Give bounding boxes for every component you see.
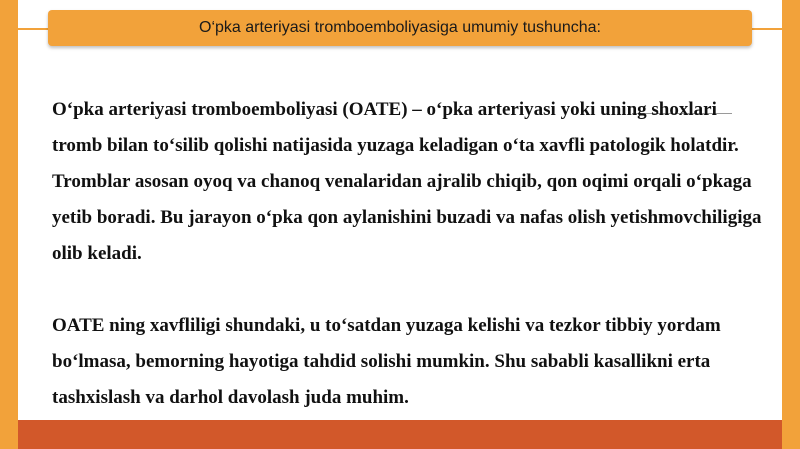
paragraph-definition: O‘pka arteriyasi tromboemboliyasi (OATE) – o‘pka arteriyasi yoki uning shoxlari tromb bilan to‘silib qolishi natijasida yuzaga keladigan o‘ta xavfli patologik holatdir. Tromblar asosan oyoq va chanoq venalaridan ajralib chiqib, qon oqimi orqali o‘pkaga yetib boradi. Bu jarayon o‘pka qon aylanishini buzadi va nafas olish yetishmovchiligiga olib keladi. <box>52 99 762 264</box>
footer-band <box>18 420 782 449</box>
title-bar <box>48 10 752 46</box>
paragraph-danger: OATE ning xavfliligi shundaki, u to‘satdan yuzaga kelishi va tezkor tibbiy yordam bo‘lmasa, bemorning hayotiga tahdid solishi mumkin. Shu sababli kasallikni erta tashxislash va darhol davolash juda muhim. <box>52 315 721 408</box>
slide-body <box>52 92 762 416</box>
slide-title: O‘pka arteriyasi tromboemboliyasiga umumiy tushuncha: <box>199 19 601 36</box>
